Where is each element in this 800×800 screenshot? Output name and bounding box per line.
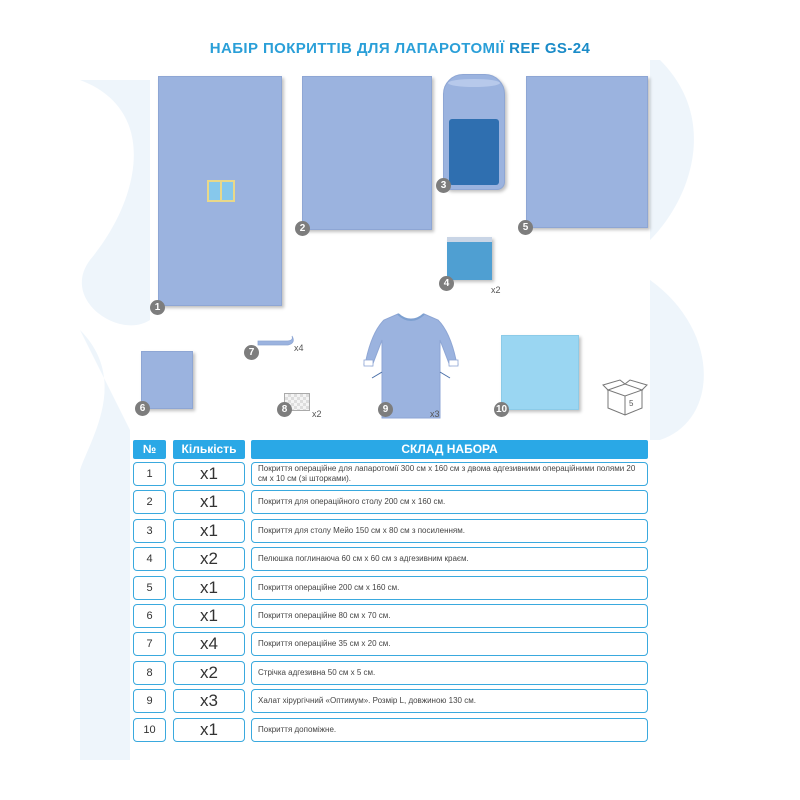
folded-drape-item-7 xyxy=(256,333,296,349)
item-multiplier-9: x3 xyxy=(430,409,440,419)
table-row xyxy=(133,519,648,545)
item-badge-7: 7 xyxy=(244,345,259,360)
row-description-cell: Покриття операційне 35 см х 20 см. xyxy=(251,632,648,656)
box-icon xyxy=(602,378,648,418)
row-number-cell: 9 xyxy=(133,689,166,713)
table-row xyxy=(133,462,648,488)
item-multiplier-7: x4 xyxy=(294,343,304,353)
row-description-cell: Покриття для операційного столу 200 см х 160 см. xyxy=(251,490,648,514)
row-description-cell: Халат хірургічний «Оптимум». Розмір L, довжиною 130 см. xyxy=(251,689,648,713)
table-row xyxy=(133,661,648,687)
header-desc: СКЛАД НАБОРА xyxy=(251,440,648,459)
adhesive-fields xyxy=(207,180,235,202)
table-row xyxy=(133,490,648,516)
auxiliary-drape-item-10 xyxy=(501,335,579,410)
header-qty: Кількість xyxy=(173,440,245,459)
row-description-cell: Пелюшка поглинаюча 60 см х 60 см з адгезивним краєм. xyxy=(251,547,648,571)
surgical-gown-item-9 xyxy=(358,310,464,420)
page-title xyxy=(0,40,800,57)
row-quantity-cell: x1 xyxy=(173,718,245,742)
row-description-cell: Покриття допоміжне. xyxy=(251,718,648,742)
row-number-cell: 3 xyxy=(133,519,166,543)
absorbent-pad-item-4 xyxy=(447,237,492,280)
item-multiplier-4: x2 xyxy=(491,285,501,295)
title-main: НАБІР ПОКРИТТІВ ДЛЯ ЛАПАРОТОМІЇ xyxy=(209,40,505,57)
row-quantity-cell: x3 xyxy=(173,689,245,713)
row-description-cell: Стрічка адгезивна 50 см х 5 см. xyxy=(251,661,648,685)
mayo-cover-item-3 xyxy=(443,74,505,190)
row-quantity-cell: x2 xyxy=(173,547,245,571)
row-quantity-cell: x4 xyxy=(173,632,245,656)
item-multiplier-8: x2 xyxy=(312,409,322,419)
table-row xyxy=(133,632,648,658)
drape-item-2 xyxy=(302,76,432,230)
row-quantity-cell: x1 xyxy=(173,490,245,514)
row-description-cell: Покриття операційне 200 см х 160 см. xyxy=(251,576,648,600)
box-count: 5 xyxy=(629,399,634,408)
item-badge-4: 4 xyxy=(439,276,454,291)
row-number-cell: 6 xyxy=(133,604,166,628)
drape-item-1 xyxy=(158,76,282,306)
table-row xyxy=(133,718,648,744)
row-number-cell: 1 xyxy=(133,462,166,486)
row-number-cell: 5 xyxy=(133,576,166,600)
row-description-cell: Покриття операційне 80 см х 70 см. xyxy=(251,604,648,628)
row-number-cell: 7 xyxy=(133,632,166,656)
row-quantity-cell: x2 xyxy=(173,661,245,685)
item-badge-3: 3 xyxy=(436,178,451,193)
row-description-cell: Покриття операційне для лапаротомії 300 см х 160 см з двома адгезивними операційними полями 20 см х 10 см (зі шторками). xyxy=(251,462,648,486)
item-badge-10: 10 xyxy=(495,404,508,415)
row-quantity-cell: x1 xyxy=(173,576,245,600)
drape-item-6 xyxy=(141,351,193,409)
item-badge-5: 5 xyxy=(518,220,533,235)
row-quantity-cell: x1 xyxy=(173,604,245,628)
row-number-cell: 8 xyxy=(133,661,166,685)
row-description-cell: Покриття для столу Мейо 150 см х 80 см з посиленням. xyxy=(251,519,648,543)
drape-item-5 xyxy=(526,76,648,228)
item-badge-2: 2 xyxy=(295,221,310,236)
row-quantity-cell: x1 xyxy=(173,519,245,543)
table-row xyxy=(133,576,648,602)
row-quantity-cell: x1 xyxy=(173,462,245,486)
row-number-cell: 4 xyxy=(133,547,166,571)
item-badge-1: 1 xyxy=(150,300,165,315)
table-row xyxy=(133,547,648,573)
item-badge-9: 9 xyxy=(378,402,393,417)
header-no: № xyxy=(133,440,166,459)
table-row xyxy=(133,689,648,715)
table-row xyxy=(133,604,648,630)
title-ref: REF GS-24 xyxy=(509,40,591,57)
row-number-cell: 10 xyxy=(133,718,166,742)
item-badge-6: 6 xyxy=(135,401,150,416)
row-number-cell: 2 xyxy=(133,490,166,514)
item-badge-8: 8 xyxy=(277,402,292,417)
